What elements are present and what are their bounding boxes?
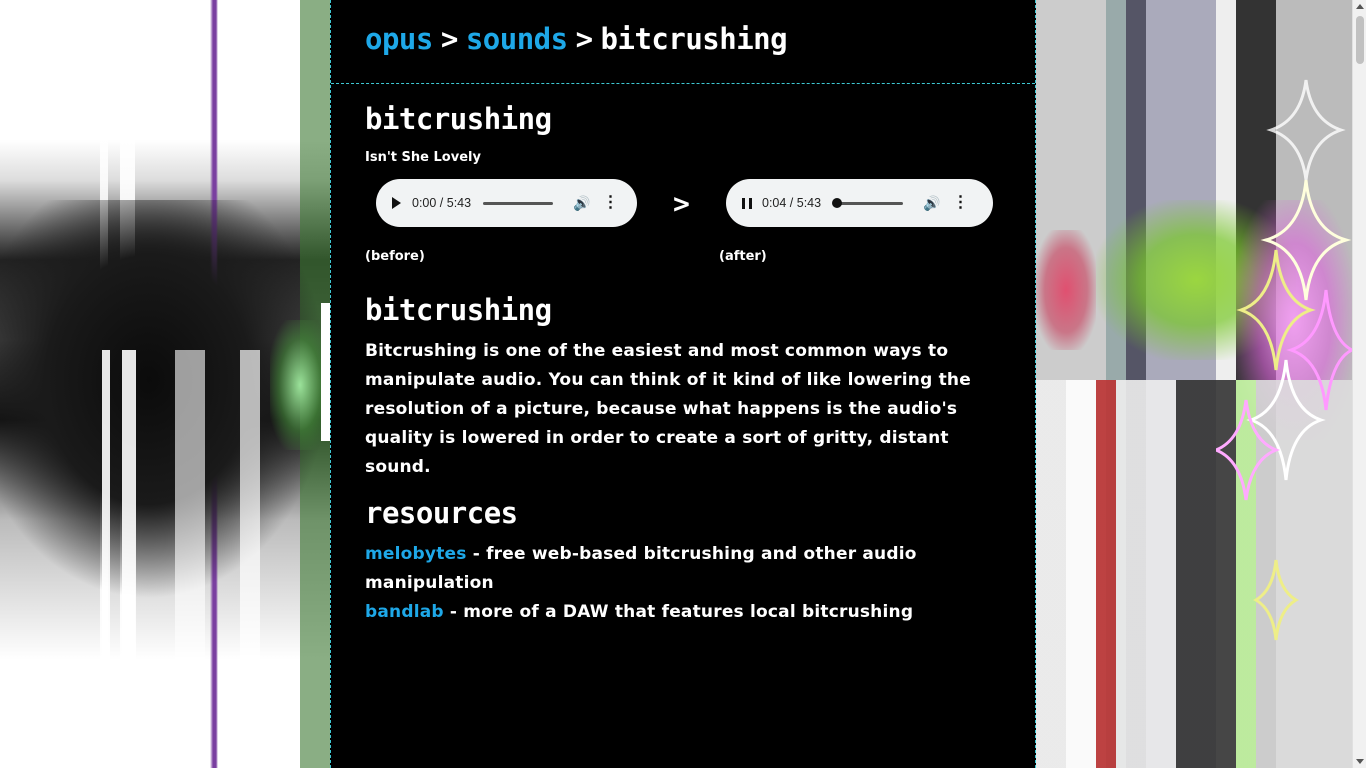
audio-player-after[interactable]: [726, 179, 993, 227]
page-title: bitcrushing: [365, 102, 552, 136]
scroll-up-icon[interactable]: [1356, 4, 1364, 9]
background-left: [0, 0, 330, 768]
before-label: (before): [365, 249, 425, 264]
comparison-arrow: >: [673, 187, 690, 220]
breadcrumb-opus[interactable]: opus: [365, 22, 433, 56]
melobytes-link[interactable]: melobytes: [365, 544, 467, 564]
volume-icon[interactable]: 🔊: [923, 194, 941, 211]
pause-icon[interactable]: [742, 198, 752, 209]
breadcrumb-sounds[interactable]: sounds: [465, 22, 568, 56]
audio-seek-bar[interactable]: [483, 202, 553, 205]
bandlab-link[interactable]: bandlab: [365, 602, 444, 622]
sparkle-decoration-icon: [1216, 60, 1352, 660]
breadcrumb-separator: >: [440, 22, 458, 56]
list-item: [365, 598, 1007, 627]
scrollbar-thumb[interactable]: [1356, 16, 1364, 64]
more-icon[interactable]: ⋮: [952, 194, 969, 211]
list-item: [365, 540, 1007, 598]
section-heading: bitcrushing: [365, 293, 552, 327]
after-label: (after): [719, 249, 767, 264]
description-text: Bitcrushing is one of the easiest and most common ways to manipulate audio. You can think of it kind of like lowering the resolution of a picture, because what happens is the audio's quality is lowered in order to create a sort of gritty, distant sound.: [365, 341, 971, 477]
audio-comparison: [365, 179, 1007, 259]
audio-player-before[interactable]: [376, 179, 637, 227]
audio-seek-bar[interactable]: [833, 202, 903, 205]
audio-time: 0:04 / 5:43: [762, 196, 822, 210]
play-icon[interactable]: [392, 197, 401, 209]
page-scrollbar[interactable]: [1352, 0, 1366, 768]
resource-description: - free web-based bitcrushing and other audio manipulation: [365, 544, 917, 593]
more-icon[interactable]: ⋮: [602, 194, 619, 211]
resource-description: - more of a DAW that features local bitcrushing: [443, 602, 914, 622]
breadcrumb-separator: >: [575, 22, 593, 56]
resources-list: [365, 540, 1007, 627]
audio-time: 0:00 / 5:43: [412, 196, 472, 210]
main-panel: [330, 0, 1036, 768]
breadcrumb: [331, 0, 1035, 84]
resources-heading: resources: [365, 496, 518, 530]
background-right: [1036, 0, 1352, 768]
volume-icon[interactable]: 🔊: [573, 194, 591, 211]
scroll-down-icon[interactable]: [1356, 759, 1364, 764]
breadcrumb-current: bitcrushing: [600, 22, 788, 56]
song-title: Isn't She Lovely: [365, 150, 481, 165]
